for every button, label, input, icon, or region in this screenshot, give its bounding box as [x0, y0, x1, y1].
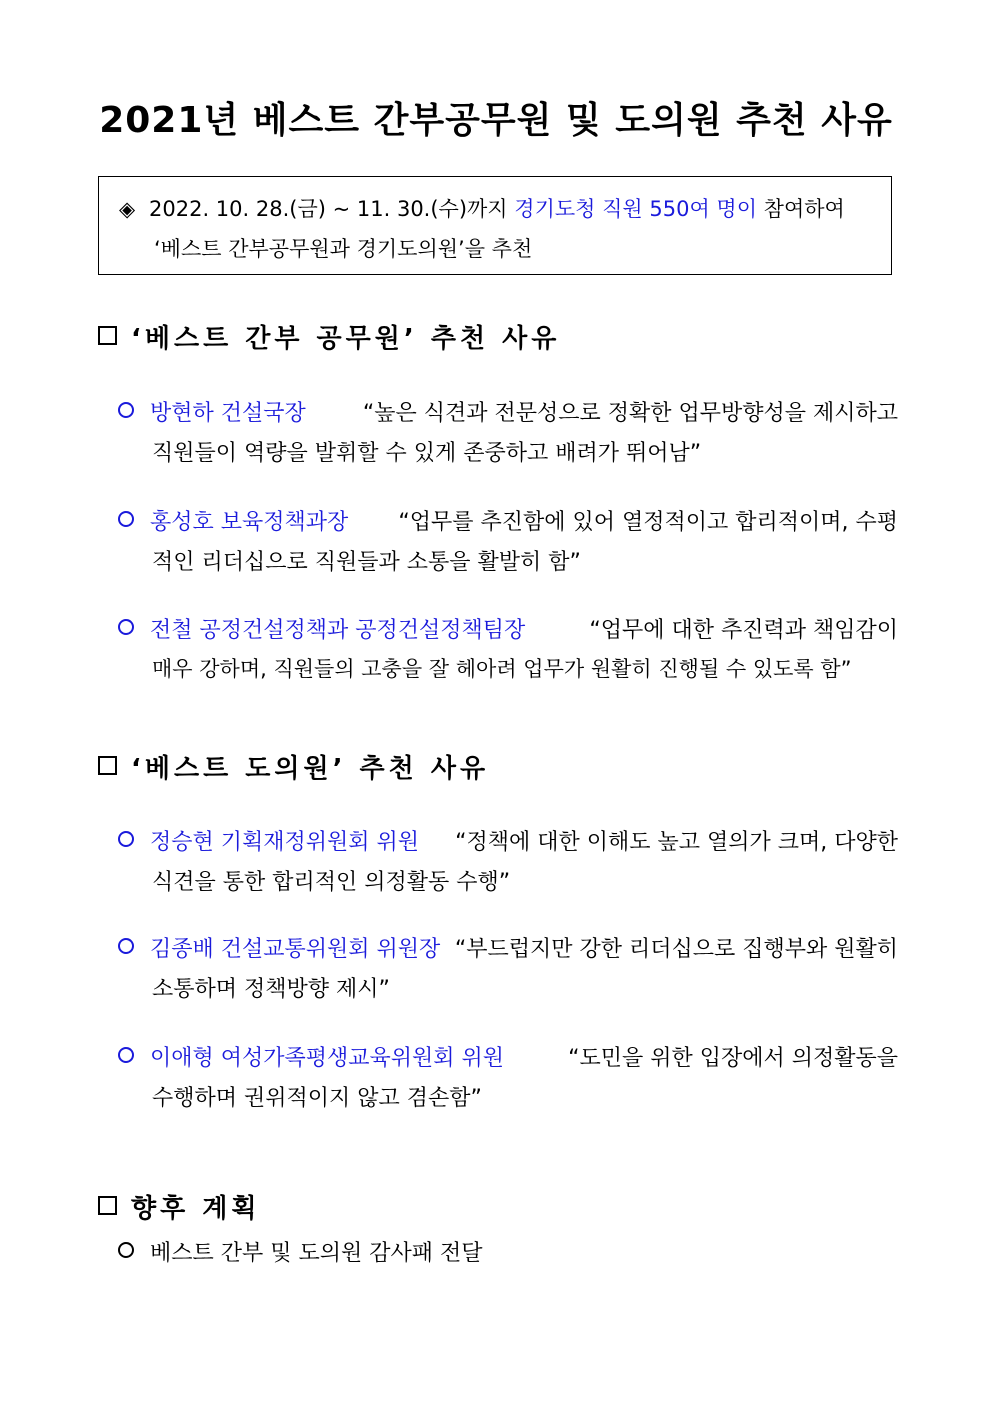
- reason-text: “업무를 추진함에 있어 열정적이고 합리적이며, 수평: [398, 510, 898, 535]
- section-heading-future-plan: [98, 1188, 261, 1225]
- reason-text-continued: 적인 리더십으로 직원들과 소통을 활발히 함”: [152, 550, 581, 575]
- section-heading-best-councilors: [98, 748, 489, 785]
- section-heading-text: ‘베스트 간부 공무원’ 추천 사유: [131, 324, 561, 354]
- plan-text: 베스트 간부 및 도의원 감사패 전달: [150, 1241, 483, 1266]
- nominee-name: 정승현 기획재정위원회 위원: [150, 830, 420, 855]
- section-heading-text: 향후 계획: [131, 1194, 261, 1224]
- nominee-name: 이애형 여성가족평생교육위원회 위원: [150, 1046, 505, 1071]
- circle-bullet-icon: [118, 1047, 134, 1063]
- summary-suffix: 참여하여: [763, 197, 845, 221]
- square-bullet-icon: [98, 1196, 117, 1215]
- reason-text: “높은 식견과 전문성으로 정확한 업무방향성을 제시하고: [362, 401, 898, 426]
- summary-line-1: [119, 193, 845, 223]
- item-line-1: [118, 505, 898, 536]
- reason-text: “부드럽지만 강한 리더십으로 집행부와 원활히: [454, 937, 898, 962]
- circle-bullet-icon: [118, 831, 134, 847]
- item-line-1: [118, 1236, 483, 1267]
- circle-bullet-icon: [118, 938, 134, 954]
- reason-text-continued: 매우 강하며, 직원들의 고충을 잘 헤아려 업무가 원활히 진행될 수 있도록 함”: [152, 657, 852, 681]
- item-line-1: [118, 1041, 898, 1072]
- square-bullet-icon: [98, 326, 117, 345]
- diamond-bullet-icon: ◈: [119, 197, 136, 221]
- nominee-name: 방현하 건설국장: [150, 401, 306, 426]
- reason-text-continued: 수행하며 권위적이지 않고 겸손함”: [152, 1086, 482, 1111]
- circle-bullet-icon: [118, 511, 134, 527]
- item-line-1: [118, 396, 898, 427]
- summary-line-2: ‘베스트 간부공무원과 경기도의원’을 추천: [154, 237, 533, 261]
- section-heading-text: ‘베스트 도의원’ 추천 사유: [131, 754, 490, 784]
- circle-bullet-icon: [118, 1242, 134, 1258]
- nominee-name: 김종배 건설교통위원회 위원장: [150, 937, 441, 962]
- nominee-name: 홍성호 보육정책과장: [150, 510, 349, 535]
- summary-period: 2022. 10. 28.(금) ~ 11. 30.(수)까지: [149, 197, 508, 221]
- section-heading-best-officials: [98, 318, 560, 355]
- reason-text-continued: 직원들이 역량을 발휘할 수 있게 존중하고 배려가 뛰어남”: [152, 441, 702, 466]
- reason-text: “업무에 대한 추진력과 책임감이: [589, 618, 898, 643]
- item-line-1: [118, 825, 898, 856]
- summary-box: [98, 176, 892, 275]
- nominee-name: 전철 공정건설정책과 공정건설정책팀장: [150, 618, 526, 643]
- reason-text-continued: 소통하며 정책방향 제시”: [152, 977, 390, 1002]
- item-line-1: [118, 932, 898, 963]
- reason-text-continued: 식견을 통한 합리적인 의정활동 수행”: [152, 870, 511, 895]
- square-bullet-icon: [98, 756, 117, 775]
- circle-bullet-icon: [118, 619, 134, 635]
- summary-participants: 경기도청 직원 550여 명이: [514, 197, 757, 221]
- page-title: 2021년 베스트 간부공무원 및 도의원 추천 사유: [99, 100, 893, 141]
- reason-text: “도민을 위한 입장에서 의정활동을: [568, 1046, 898, 1071]
- item-line-1: [118, 613, 898, 644]
- reason-text: “정책에 대한 이해도 높고 열의가 크며, 다양한: [455, 830, 898, 855]
- circle-bullet-icon: [118, 402, 134, 418]
